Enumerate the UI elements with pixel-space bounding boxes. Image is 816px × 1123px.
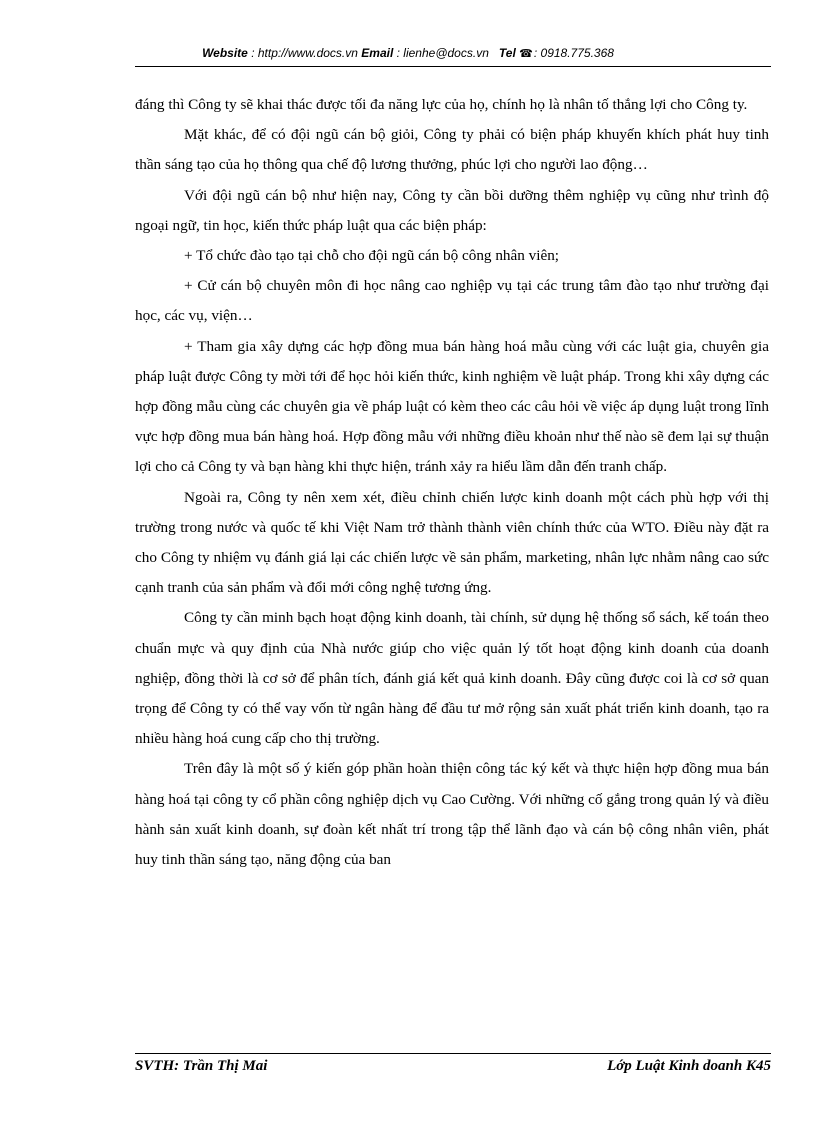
tel-label: Tel <box>498 46 516 60</box>
list-item: + Cử cán bộ chuyên môn đi học nâng cao nghiệp vụ tại các trung tâm đào tạo như trường đại học, các vụ, viện… <box>135 277 769 325</box>
paragraph: Công ty cần minh bạch hoạt động kinh doanh, tài chính, sử dụng hệ thống sổ sách, kế toán theo chuẩn mực và quy định của Nhà nước giúp cho việc quản lý tốt hoạt động kinh doanh của doanh nghiệp, đồng thời là cơ sở để phân tích, đánh giá kết quả kinh doanh. Đây cũng được coi là cơ sở quan trọng để Công ty có thể vay vốn từ ngân hàng để đầu tư mở rộng sản xuất phát triển kinh doanh, tạo ra nhiều hàng hoá cung cấp cho thị trường. <box>135 609 769 748</box>
footer-divider <box>135 1053 771 1054</box>
page-header <box>0 46 816 60</box>
paragraph: Với đội ngũ cán bộ như hiện nay, Công ty cần bồi dưỡng thêm nghiệp vụ cũng như trình độ ngoại ngữ, tin học, kiến thức pháp luật qua các biện pháp: <box>135 186 769 234</box>
email-separator: : <box>393 46 404 60</box>
email-address: lienhe@docs.vn <box>403 46 489 60</box>
footer-class: Lớp Luật Kinh doanh K45 <box>607 1058 771 1074</box>
list-item: + Tổ chức đào tạo tại chỗ cho đội ngũ cán bộ công nhân viên; <box>184 247 560 265</box>
tel-separator: : <box>533 46 541 60</box>
phone-icon: ☎ <box>519 48 533 60</box>
tel-number: 0918.775.368 <box>540 46 614 60</box>
paragraph: Ngoài ra, Công ty nên xem xét, điều chỉnh chiến lược kinh doanh một cách phù hợp với thị trường trong nước và quốc tế khi Việt Nam trở thành thành viên chính thức của WTO. Điều này đặt ra cho Công ty nhiệm vụ đánh giá lại các chiến lược về sản phẩm, marketing, nhân lực nhằm nâng cao sức cạnh tranh của sản phẩm và đổi mới công nghệ tương ứng. <box>135 488 769 597</box>
paragraph: đáng thì Công ty sẽ khai thác được tối đa năng lực của họ, chính họ là nhân tố thắng lợi cho Công ty. <box>135 96 748 113</box>
website-url: http://www.docs.vn <box>257 46 358 60</box>
email-label: Email <box>361 46 394 60</box>
footer-student: SVTH: Trần Thị Mai <box>135 1058 268 1074</box>
website-label: Website <box>202 46 248 60</box>
paragraph: Trên đây là một số ý kiến góp phần hoàn thiện công tác ký kết và thực hiện hợp đồng mua bán hàng hoá tại công ty cổ phần công nghiệp dịch vụ Cao Cường. Với những cố gắng trong quản lý và điều hành sản xuất kinh doanh, sự đoàn kết nhất trí trong tập thể lãnh đạo và cán bộ công nhân viên, phát huy tinh thần sáng tạo, năng động của ban <box>135 760 769 869</box>
paragraph: Mặt khác, để có đội ngũ cán bộ giỏi, Công ty phải có biện pháp khuyến khích phát huy tinh thần sáng tạo của họ thông qua chế độ lương thưởng, phúc lợi cho người lao động… <box>135 126 769 174</box>
header-divider <box>135 66 771 67</box>
list-item: + Tham gia xây dựng các hợp đồng mua bán hàng hoá mẫu cùng với các luật gia, chuyên gia pháp luật được Công ty mời tới để học hỏi kiến thức, kinh nghiệm về luật pháp. Trong khi xây dựng các hợp đồng mẫu cùng các chuyên gia về pháp luật có kèm theo các câu hỏi về việc áp dụng luật trong lĩnh vực hợp đồng mua bán hàng hoá. Hợp đồng mẫu với những điều khoản như thế nào sẽ đem lại sự thuận lợi cho cả Công ty và bạn hàng khi thực hiện, tránh xảy ra hiểu lầm dẫn đến tranh chấp. <box>135 337 769 476</box>
body-text <box>135 90 769 875</box>
website-separator: : <box>247 46 258 60</box>
